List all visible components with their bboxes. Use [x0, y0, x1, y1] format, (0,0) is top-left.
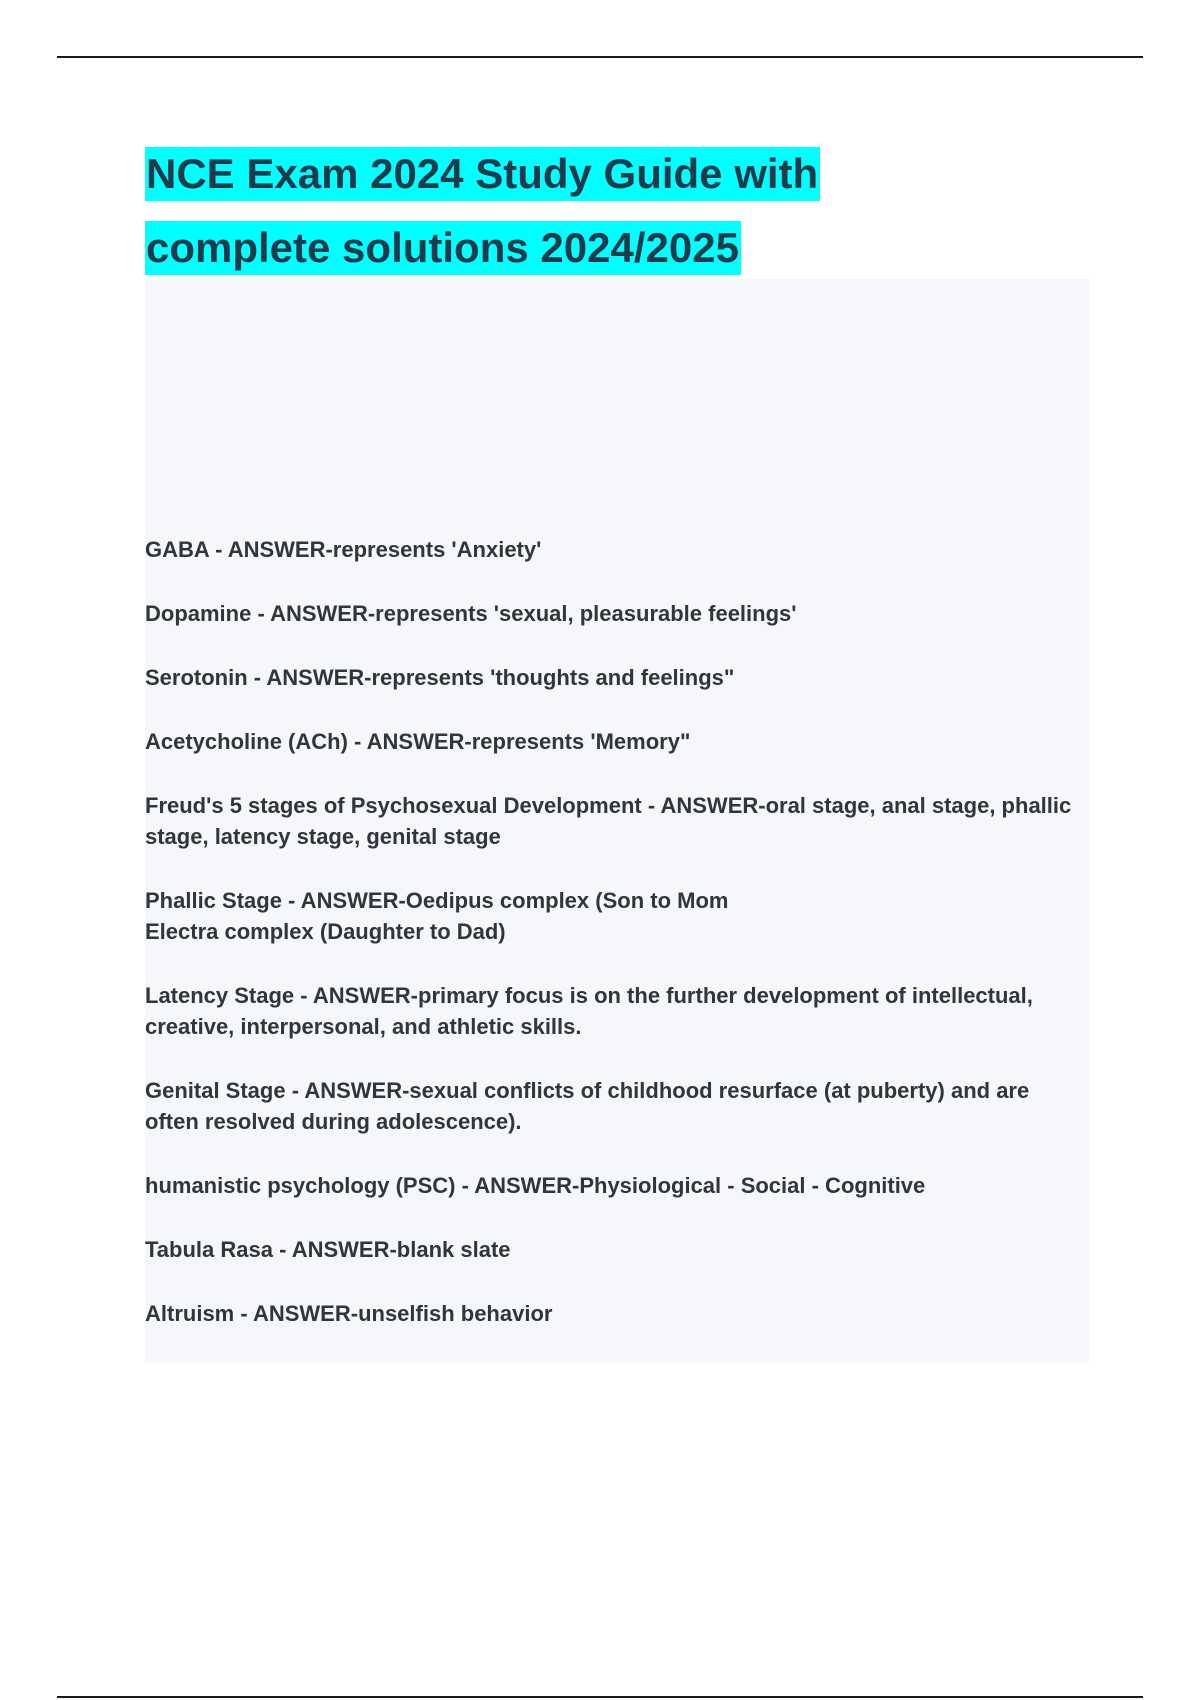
qa-item-dopamine: Dopamine - ANSWER-represents 'sexual, pleasurable feelings' [145, 601, 797, 626]
qa-item-latency-stage: Latency Stage - ANSWER-primary focus is on the further development of intellectual, creative, interpersonal, and athletic skills. [145, 983, 1033, 1039]
qa-list [145, 534, 1089, 1362]
title-line-2: complete solutions 2024/2025 [145, 221, 741, 275]
top-divider [57, 56, 1143, 58]
document-title [145, 140, 1045, 288]
title-line-1: NCE Exam 2024 Study Guide with [145, 147, 820, 201]
qa-item-altruism: Altruism - ANSWER-unselfish behavior [145, 1301, 553, 1326]
qa-item-serotonin: Serotonin - ANSWER-represents 'thoughts and feelings" [145, 665, 735, 690]
qa-item-genital-stage: Genital Stage - ANSWER-sexual conflicts of childhood resurface (at puberty) and are often resolved during adolescence). [145, 1078, 1030, 1134]
qa-item-phallic-stage: Phallic Stage - ANSWER-Oedipus complex (Son to Mom Electra complex (Daughter to Dad) [145, 888, 729, 944]
qa-item-freud-stages: Freud's 5 stages of Psychosexual Development - ANSWER-oral stage, anal stage, phallic stage, latency stage, genital stage [145, 793, 1072, 849]
qa-item-humanistic-psychology: humanistic psychology (PSC) - ANSWER-Physiological - Social - Cognitive [145, 1173, 926, 1198]
qa-item-acetylcholine: Acetycholine (ACh) - ANSWER-represents 'Memory" [145, 729, 691, 754]
bottom-divider [57, 1696, 1143, 1698]
qa-item-gaba: GABA - ANSWER-represents 'Anxiety' [145, 537, 542, 562]
qa-item-tabula-rasa: Tabula Rasa - ANSWER-blank slate [145, 1237, 511, 1262]
